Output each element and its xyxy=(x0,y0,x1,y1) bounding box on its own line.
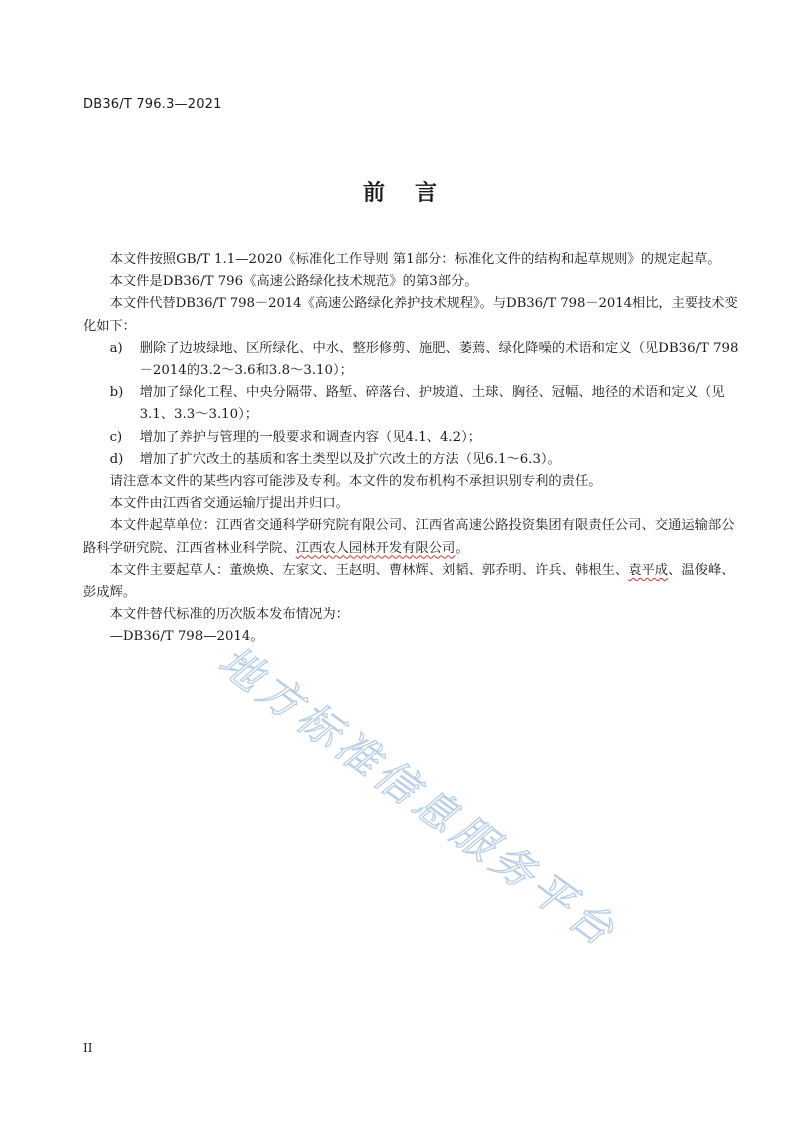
change-item-label: d) xyxy=(109,451,124,467)
change-item-text: 删除了边坡绿地、区所绿化、中水、整形修剪、施肥、萎蔫、绿化降噪的术语和定义（见DB36/T 798－2014的3.2～3.6和3.8～3.10）； xyxy=(139,340,739,379)
paragraph-proposer: 本文件由江西省交通运输厅提出并归口。 xyxy=(109,496,349,512)
change-item-text: 增加了养护与管理的一般要求和调查内容（见4.1、4.2）； xyxy=(139,429,482,445)
change-item-label: c) xyxy=(109,429,123,445)
paragraph-drafters xyxy=(83,560,743,604)
change-item-d xyxy=(110,449,743,471)
change-item-text: 增加了绿化工程、中央分隔带、路堑、碎落台、护坡道、土球、胸径、冠幅、地径的术语和定义（见3.1、3.3～3.10）； xyxy=(139,385,725,423)
paragraph-drafting-rules: 本文件按照GB/T 1.1—2020《标准化工作导则 第1部分：标准化文件的结构和起草规则》的规定起草。 xyxy=(109,252,721,267)
paragraph-part-info: 本文件是DB36/T 796《高速公路绿化技术规范》的第3部分。 xyxy=(109,274,478,290)
spellcheck-marked-text: 袁平成 xyxy=(628,562,669,578)
drafting-units-text: 本文件起草单位：江西省交通科学研究院有限公司、江西省高速公路投资集团有限责任公司、交通运输部公路科学研究院、江西省林业科学院、 xyxy=(83,518,735,556)
paragraph-history-intro: 本文件替代标准的历次版本发布情况为： xyxy=(109,607,349,623)
paragraph-drafting-units xyxy=(83,515,743,559)
watermark: 地方标准信息服务平台 xyxy=(209,636,628,958)
drafters-end: 、温俊峰、彭成辉。 xyxy=(83,562,735,601)
document-body xyxy=(83,249,743,649)
page-number: II xyxy=(83,1041,93,1055)
change-item-c xyxy=(110,427,743,449)
change-item-label: a) xyxy=(109,340,123,356)
standard-code: DB36/T 796.3—2021 xyxy=(83,97,222,112)
page-title: 前言 xyxy=(362,181,467,206)
paragraph-replacement: 本文件代替DB36/T 798－2014《高速公路绿化养护技术规程》。与DB36/T 798－2014相比，主要技术变化如下： xyxy=(83,296,738,334)
paragraph-patent-notice: 请注意本文件的某些内容可能涉及专利。本文件的发布机构不承担识别专利的责任。 xyxy=(109,474,602,490)
change-item-text: 增加了扩穴改土的基质和客土类型以及扩穴改土的方法（见6.1～6.3）。 xyxy=(139,451,561,467)
drafters-text: 本文件主要起草人：董焕焕、左家文、王赵明、曹林辉、刘韬、郭乔明、许兵、韩根生、 xyxy=(109,562,629,578)
drafting-units-end: 。 xyxy=(455,540,469,556)
change-item-a xyxy=(110,338,743,382)
spellcheck-marked-text: 江西农人园林开发有限公司 xyxy=(295,540,456,556)
paragraph-history-item: —DB36/T 798—2014。 xyxy=(109,629,264,645)
change-item-label: b) xyxy=(109,385,124,401)
change-item-b xyxy=(110,382,743,426)
